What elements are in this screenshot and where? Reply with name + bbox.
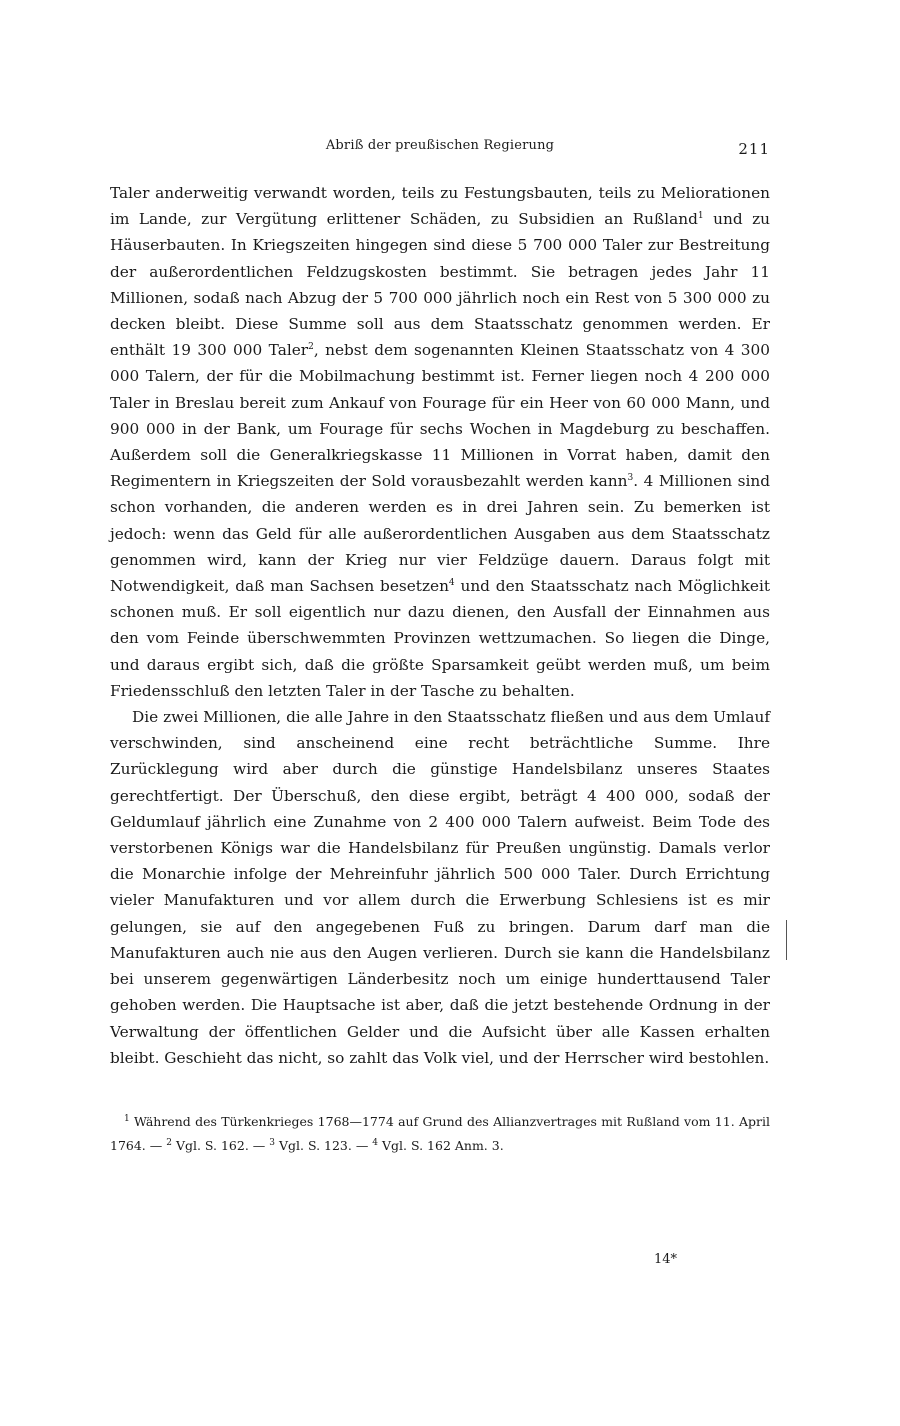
- footnote-ref-2: 2: [308, 342, 314, 353]
- paragraph-1-part-b: und zu Häuserbauten. In Kriegszeiten hingegen sind diese 5 700 000 Taler zur Bestreitung der außerordentlichen Feldzugskosten bestimmt. Sie betragen jedes Jahr 11 Millionen, sodaß nach Abzug der 5 700 000 jährlich noch ein Rest von 5 300 000 zu decken bleibt. Diese Summe soll aus dem Staatsschatz genommen werden. Er enthält 19 300 000 Taler: [110, 210, 770, 360]
- footnote-number-2: 2: [166, 1137, 172, 1148]
- footnote-4: Vgl. S. 162 Anm. 3.: [378, 1138, 504, 1153]
- paragraph-2: Die zwei Millionen, die alle Jahre in den Staatsschatz fließen und aus dem Umlauf verschwinden, sind anscheinend eine recht beträchtliche Summe. Ihre Zurücklegung wird aber durch die günstige Handelsbilanz unseres Staates gerechtfertigt. Der Überschuß, den diese ergibt, beträgt 4 400 000, sodaß der Geldumlauf jährlich eine Zunahme von 2 400 000 Talern aufweist. Beim Tode des verstorbenen Königs war die Handelsbilanz für Preußen ungünstig. Damals verlor die Monarchie infolge der Mehreinfuhr jährlich 500 000 Taler. Durch Errichtung vieler Manufakturen und vor allem durch die Erwerbung Schlesiens ist es mir gelungen, sie auf den angegebenen Fuß zu bringen. Darum darf man die Manufakturen auch nie aus den Augen verlieren. Durch sie kann die Handelsbilanz bei unserem gegenwärtigen Länderbesitz noch um einige hunderttausend Taler gehoben werden. Die Hauptsache ist aber, daß die jetzt bestehende Ordnung in der Verwaltung der öffentlichen Gelder und die Aufsicht über alle Kassen erhalten bleibt. Geschieht das nicht, so zahlt das Volk viel, und der Herrscher wird bestohlen.: [110, 708, 770, 1067]
- page-header: [110, 138, 770, 162]
- paragraph-1-part-e: und den Staatsschatz nach Möglichkeit schonen muß. Er soll eigentlich nur dazu dienen, den Ausfall der Einnahmen aus den vom Feinde überschwemmten Provinzen wettzumachen. So liegen die Dinge, und daraus ergibt sich, daß die größte Sparsamkeit geübt werden muß, um beim Friedensschluß den letzten Taler in der Tasche zu behalten.: [110, 577, 770, 700]
- footnote-ref-1: 1: [697, 211, 704, 222]
- footnote-1: Während des Türkenkrieges 1768—1774 auf Grund des Allianzvertrages mit Rußland vom 11. April 1764. —: [110, 1114, 770, 1153]
- running-head: Abriß der preußischen Regierung: [325, 138, 555, 153]
- footnote-ref-3: 3: [627, 473, 634, 484]
- paragraph-1-part-a: Taler anderweitig verwandt worden, teils zu Festungsbauten, teils zu Meliorationen im Lande, zur Vergütung erlittener Schäden, zu Subsidien an Rußland: [110, 184, 770, 229]
- margin-mark: [786, 920, 787, 960]
- footnote-text: [110, 1110, 770, 1158]
- footnote-3: Vgl. S. 123. —: [275, 1138, 373, 1153]
- printer-signature: 14*: [654, 1252, 678, 1267]
- body-text: [110, 180, 770, 1071]
- footnote-number-4: 4: [372, 1137, 379, 1148]
- paragraph-1-part-d: . 4 Millionen sind schon vorhanden, die anderen werden es in drei Jahren sein. Zu bemerken ist jedoch: wenn das Geld für alle außerordentlichen Ausgaben aus dem Staatsschatz genommen wird, kann der Krieg nur vier Feldzüge dauern. Daraus folgt mit Notwendigkeit, daß man Sachsen besetzen: [110, 472, 770, 596]
- paragraph-1-part-c: , nebst dem sogenannten Kleinen Staatsschatz von 4 300 000 Talern, der für die Mobilmachung bestimmt ist. Ferner liegen noch 4 200 000 Taler in Breslau bereit zum Ankauf von Fourage für ein Heer von 60 000 Mann, und 900 000 in der Bank, um Fourage für sechs Wochen in Magdeburg zu beschaffen. Außerdem soll die Generalkriegskasse 11 Millionen in Vorrat haben, damit den Regimentern in Kriegszeiten der Sold vorausbezahlt werden kann: [110, 341, 770, 491]
- paragraph-1: [110, 180, 770, 704]
- footnote-number-1: 1: [124, 1113, 130, 1124]
- page-number: 211: [738, 140, 770, 158]
- footnote-ref-4: 4: [448, 577, 455, 588]
- footnote-2: Vgl. S. 162. —: [171, 1138, 270, 1153]
- footnote-number-3: 3: [269, 1137, 275, 1148]
- footnotes: [110, 1110, 770, 1158]
